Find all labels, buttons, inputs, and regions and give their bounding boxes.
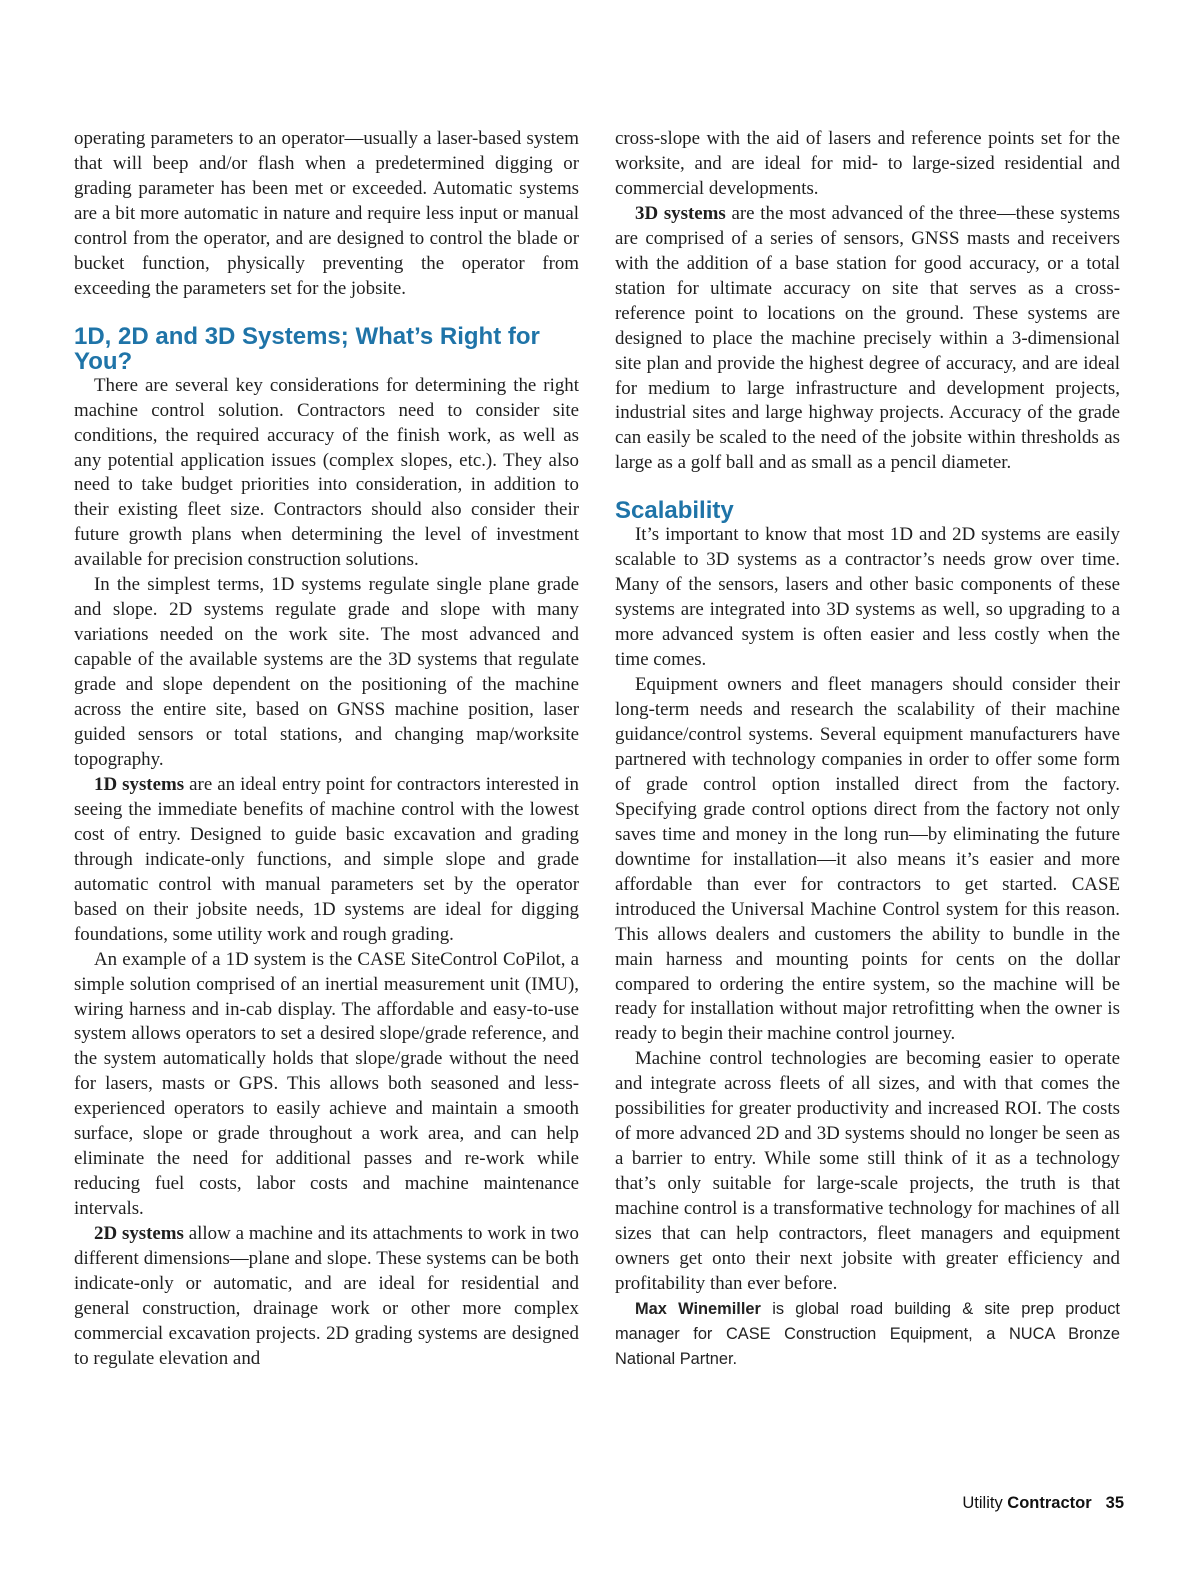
text-2d-systems: allow a machine and its attachments to work in two different dimensions—plane and slope. These systems can be both indicate-only or automatic, and are ideal for residential and general construction, drainage work or other more complex commercial excavation projects. 2D grading systems are designed to regulate elevation and <box>74 1223 579 1369</box>
paragraph-operating-parameters: operating parameters to an operator—usually a laser-based system that will beep and/or flash when a predetermined digging or grading parameter has been met or exceeded. Automatic systems are a bit more automatic in nature and require less input or manual control from the operator, and are designed to control the blade or bucket function, physically preventing the operator from exceeding the parameters set for the jobsite. <box>74 128 579 299</box>
paragraph-simplest-terms: In the simplest terms, 1D systems regulate single plane grade and slope. 2D systems regulate grade and slope with many variations needed on the work site. The most advanced and capable of the available systems are the 3D systems that regulate grade and slope dependent on the positioning of the machine across the entire site, based on GNSS machine position, laser guided sensors or total stations, and changing map/worksite topography. <box>74 574 579 770</box>
paragraph-1d-systems <box>74 773 579 948</box>
paragraph-3d-systems <box>615 202 1120 476</box>
text-3d-systems: are the most advanced of the three—these systems are comprised of a series of sensors, GNSS masts and receivers with the addition of a base station for good accuracy, or a total station for ultimate accuracy on site that serves as a cross-reference point to locations on the ground. These systems are designed to place the machine precisely within a 3-dimensional site plan and provide the highest degree of accuracy, and are ideal for medium to large infrastructure and development projects, industrial sites and large highway projects. Accuracy of the grade can easily be scaled to the need of the jobsite within thresholds as large as a golf ball and as small as a pencil diameter. <box>615 202 1120 474</box>
paragraph-machine-control-technologies: Machine control technologies are becoming easier to operate and integrate across fleets of all sizes, and with that comes the possibilities for greater productivity and increased ROI. The costs of more advanced 2D and 3D systems should no longer be seen as a barrier to entry. While some still think of it as a technology that’s only suitable for large-scale projects, the truth is that machine control is a transformative technology for machines of all sizes that can help contractors, fleet managers and equipment owners get onto their next jobsite with greater efficiency and profitability than ever before. <box>615 1048 1120 1294</box>
magazine-name-bold: Contractor <box>1007 1494 1092 1512</box>
paragraph-copilot-example: An example of a 1D system is the CASE SiteControl CoPilot, a simple solution comprised of an inertial measurement unit (IMU), wiring harness and in-cab display. The affordable and easy-to-use system allows operators to set a desired slope/grade reference, and the system automatically holds that slope/grade without the need for lasers, masts or GPS. This allows both seasoned and less-experienced operators to easily achieve and maintain a smooth surface, slope or grade throughout a work area, and can help eliminate the need for additional passes and re-work while reducing fuel costs, labor costs and machine maintenance intervals. <box>74 948 579 1220</box>
paragraph-cross-slope: cross-slope with the aid of lasers and reference points set for the worksite, and are ideal for mid- to large-sized residential and commercial developments. <box>615 128 1120 199</box>
lead-3d-systems: 3D systems <box>635 202 726 224</box>
paragraph-2d-systems <box>74 1222 579 1372</box>
page-number: 35 <box>1105 1494 1124 1512</box>
right-column <box>615 127 1120 1372</box>
author-bio-text: is global road building & site prep product manager for CASE Construction Equipment, a NUCA Bronze National Partner. <box>615 1299 1120 1368</box>
page-footer <box>962 1494 1124 1513</box>
magazine-name-light: Utility <box>962 1494 1008 1512</box>
text-1d-systems: are an ideal entry point for contractors interested in seeing the immediate benefits of machine control with the lowest cost of entry. Designed to guide basic excavation and grading through indicate-only functions, and simple slope and grade automatic control with manual parameters set by the operator based on their jobsite needs, 1D systems are ideal for digging foundations, some utility work and rough grading. <box>74 773 579 945</box>
author-bio <box>615 1297 1120 1372</box>
paragraph-equipment-owners: Equipment owners and fleet managers should consider their long-term needs and research the scalability of their machine guidance/control systems. Several equipment manufacturers have partnered with technology companies in order to offer some form of grade control option installed direct from the factory. Specifying grade control options direct from the factory not only saves time and money in the long run—by eliminating the future downtime for installation—it also means it’s easier and more affordable than ever for contractors to get started. CASE introduced the Universal Machine Control system for this reason. This allows dealers and customers the ability to bundle in the main harness and mounting points for cents on the dollar compared to ordering the entire system, so the machine will be ready for installation without major retrofitting when the owner is ready to begin their machine control journey. <box>615 674 1120 1045</box>
lead-1d-systems: 1D systems <box>94 773 185 795</box>
author-name: Max Winemiller <box>635 1299 761 1318</box>
lead-2d-systems: 2D systems <box>94 1223 184 1245</box>
section-heading-scalability: Scalability <box>615 497 734 525</box>
paragraph-scalable: It’s important to know that most 1D and 2D systems are easily scalable to 3D systems as a contractor’s needs grow over time. Many of the sensors, lasers and other basic components of these systems are integrated into 3D systems as well, so upgrading to a more advanced system is often easier and less costly when the time comes. <box>615 524 1120 671</box>
paragraph-key-considerations: There are several key considerations for determining the right machine control solution. Contractors need to consider site conditions, the required accuracy of the finish work, as well as any potential application issues (complex slopes, etc.). They also need to take budget priorities into consideration, in addition to their existing fleet size. Contractors should also consider their future growth plans when determining the level of investment available for precision construction solutions. <box>74 374 579 571</box>
section-heading-1d-2d-3d: 1D, 2D and 3D Systems; What’s Right for You? <box>74 322 540 375</box>
left-column <box>74 127 579 1372</box>
